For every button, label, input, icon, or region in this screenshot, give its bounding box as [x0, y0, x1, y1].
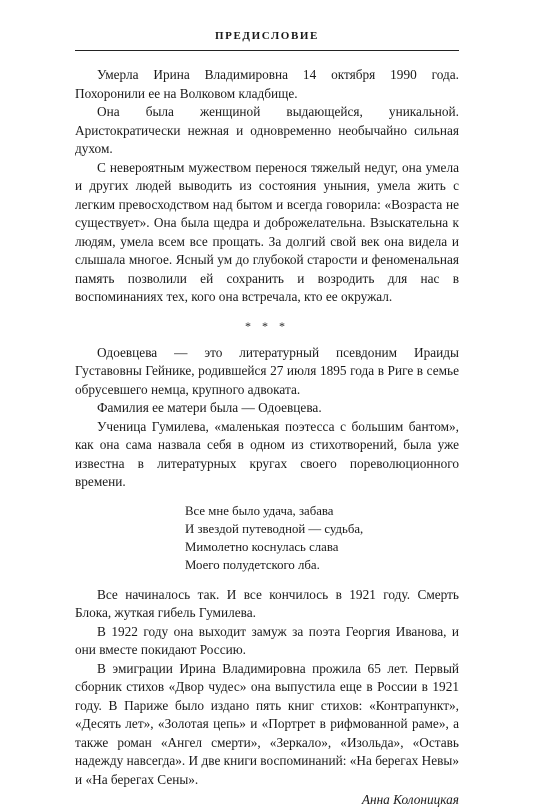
page-header-title: ПРЕДИСЛОВИЕ [215, 30, 319, 42]
paragraph: Ученица Гумилева, «маленькая поэтесса с большим бантом», как она сама назвала себя в одном из стихотворений, была уже известна в литературных кругах своего пореволюционного времени. [75, 418, 459, 489]
paragraph: Все начиналось так. И все кончилось в 1921 году. Смерть Блока, жуткая гибель Гумилева. [75, 586, 459, 620]
paragraph: Фамилия ее матери была — Одоевцева. [97, 400, 322, 415]
poem-line: Все мне было удача, забава [185, 503, 334, 518]
author-signature: Анна Колоницкая [361, 792, 459, 807]
poem-line: И звездой путеводной — судьба, [185, 521, 364, 536]
poem-line: Моего полудетского лба. [185, 557, 320, 572]
section-separator: * * * [245, 318, 289, 333]
preface-text [75, 66, 459, 810]
paragraph: В эмиграции Ирина Владимировна прожила 65 лет. Первый сборник стихов «Двор чудес» она выпустила еще в России в 1921 году. В Париже было издано пять книг стихов: «Контрапункт», «Десять лет», «Золотая цепь» и «Портрет в рифмованной раме», а также роман «Ангел смерти», «Зеркало», «Изольда», «Оставь надежду навсегда». И две книги воспоминаний: «На берегах Невы» и «На берегах Сены». [75, 660, 459, 787]
header-rule [75, 50, 459, 51]
poem-quote [185, 502, 459, 574]
paragraph: Умерла Ирина Владимировна 14 октября 1990 года. Похоронили ее на Волковом кладбище. [75, 67, 459, 101]
paragraph: С невероятным мужеством перенося тяжелый недуг, она умела и других людей выводить из состояния уныния, умела жить с легким превосходством над бытом и всегда говорила: «Возраста не существует». Она была щедра и доброжелательна. Взыскательна к людям, умела всем все прощать. За долгий свой век она видела и слышала многое. Ясный ум до глубокой старости и феноменальная память позволили ей сохранить и возродить для нас в воспоминаниях тех, кого она встречала, кто ее окружал. [75, 159, 459, 304]
paragraph: Она была женщиной выдающейся, уникальной. Аристократически нежная и одновременно необычайно сильная духом. [75, 104, 459, 156]
paragraph: Одоевцева — это литературный псевдоним Ираиды Густавовны Гейнике, родившейся 27 июля 1895 года в Риге в семье обрусевшего немца, крупного адвоката. [75, 344, 459, 397]
poem-line: Мимолетно коснулась слава [185, 539, 339, 554]
paragraph: В 1922 году она выходит замуж за поэта Георгия Иванова, и они вместе покидают Россию. [75, 623, 459, 657]
